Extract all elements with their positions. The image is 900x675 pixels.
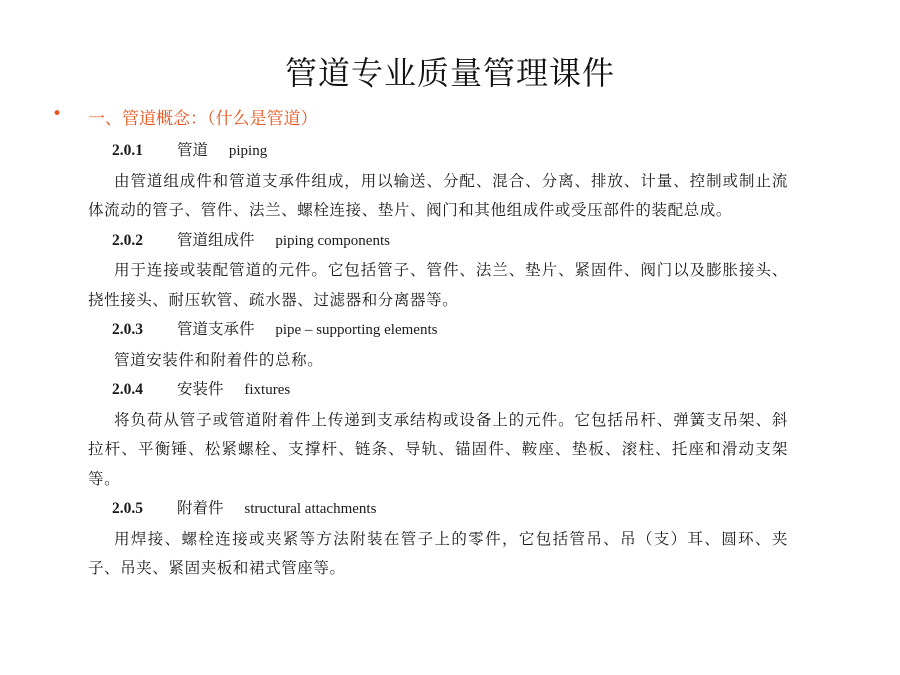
entry-heading (88, 494, 788, 525)
definition-entry (88, 315, 788, 375)
entry-number: 2.0.4 (112, 381, 143, 398)
entry-number: 2.0.1 (112, 142, 143, 159)
term-chinese: 管道支承件 (176, 320, 255, 338)
definitions-document (88, 136, 788, 584)
term-chinese: 附着件 (176, 499, 224, 517)
slide-title: 管道专业质量管理课件 (284, 54, 615, 92)
definition-entry (88, 375, 788, 494)
term-english: fixtures (244, 382, 291, 398)
entry-number: 2.0.3 (112, 321, 143, 338)
term-chinese: 管道 (176, 141, 208, 159)
definition-entry (88, 226, 788, 316)
entry-definition: 由管道组成件和管道支承件组成，用以输送、分配、混合、分离、排放、计量、控制或制止流体流动的管子、管件、法兰、螺栓连接、垫片、阀门和其他组成件或受压部件的装配总成。 (88, 171, 788, 219)
entry-definition: 将负荷从管子或管道附着件上传递到支承结构或设备上的元件。它包括吊杆、弹簧支吊架、斜拉杆、平衡锤、松紧螺栓、支撑杆、链条、导轨、锚固件、鞍座、垫板、滚柱、托座和滑动支架等。 (88, 410, 788, 488)
term-chinese: 安装件 (176, 380, 224, 398)
entry-heading (88, 375, 788, 406)
entry-number: 2.0.5 (112, 500, 143, 517)
term-chinese: 管道组成件 (176, 230, 255, 249)
term-english: pipe – supporting elements (275, 322, 438, 338)
entry-definition: 用焊接、螺栓连接或夹紧等方法附装在管子上的零件，它包括管吊、吊（支）耳、圆环、夹子、吊夹、紧固夹板和裙式管座等。 (88, 529, 788, 577)
term-english: piping (228, 143, 268, 159)
entry-heading (88, 136, 788, 167)
definition-entry (88, 136, 788, 226)
entry-definition: 管道安装件和附着件的总称。 (114, 350, 324, 369)
term-english: structural attachments (244, 501, 377, 517)
entry-heading (88, 226, 788, 257)
bullet-marker: • (52, 104, 63, 124)
entry-number: 2.0.2 (112, 231, 143, 249)
section-heading: 一、管道概念：（什么是管道） (88, 109, 318, 129)
entry-definition: 用于连接或装配管道的元件。它包括管子、管件、法兰、垫片、紧固件、阀门以及膨胀接头、挠性接头、耐压软管、疏水器、过滤器和分离器等。 (88, 261, 788, 309)
term-english: piping components (275, 232, 390, 249)
definition-entry (88, 494, 788, 584)
entry-heading (88, 315, 788, 346)
